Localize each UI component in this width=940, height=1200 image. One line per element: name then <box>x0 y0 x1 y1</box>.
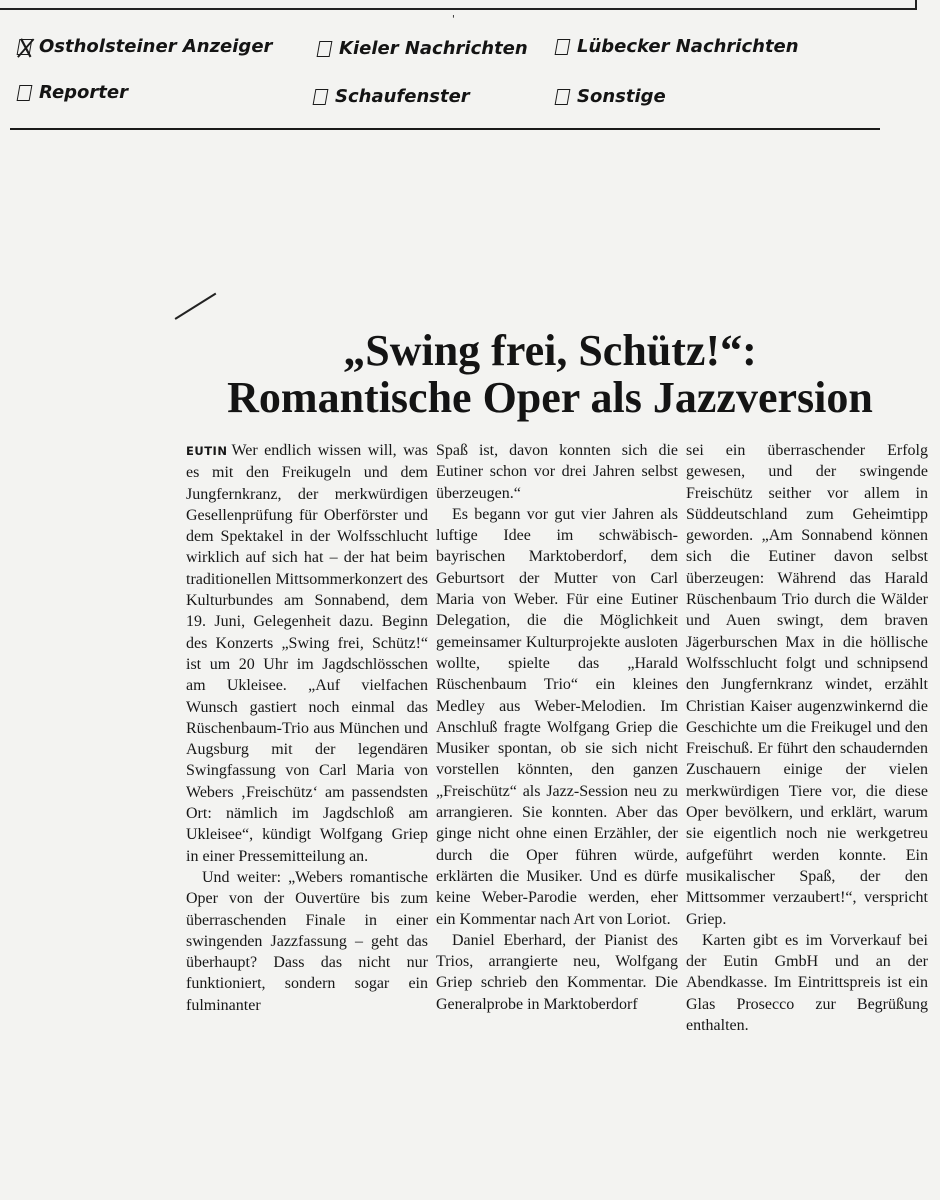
source-ostholsteiner-anzeiger[interactable] <box>18 36 272 57</box>
paragraph: Es begann vor gut vier Jahren als luftige Idee im schwäbisch-bayrischen Marktoberdorf, dem Geburtsort der Mutter von Carl Maria von Weber. Für eine Eutiner Delegation, die die Möglichkeit gemeinsamer Kulturprojekte ausloten wollte, spielte das „Harald Rüschenbaum Trio“ ein kleines Medley aus Weber-Melodien. Im Anschluß fragte Wolfgang Griep die Musiker spontan, ob sie sich nicht vorstellen könnten, den ganzen „Freischütz“ als Jazz-Session neu zu arrangieren. Sie konnten. Aber das ginge nicht ohne einen Erzähler, der durch die Oper führen würde, erklärten die Musiker. Und es dürfe keine Weber-Parodie werden, eher ein Kommentar nach Art von Loriot. <box>436 505 678 928</box>
empty-box-icon[interactable] <box>17 85 33 101</box>
source-label: Schaufenster <box>335 86 470 107</box>
source-schaufenster[interactable] <box>314 86 470 107</box>
paragraph <box>186 440 428 867</box>
paragraph: Und weiter: „Webers romantische Oper von der Ouvertüre bis zum überraschenden Finale in einer swingenden Jazzfassung – geht das überhaupt? Dass das nicht nur funktioniert, sondern sogar ein fulminanter <box>186 868 428 1014</box>
pen-mark <box>175 293 217 320</box>
source-luebecker-nachrichten[interactable] <box>556 36 799 57</box>
source-reporter[interactable] <box>18 82 128 103</box>
headline-line-2: Romantische Oper als Jazzversion <box>227 373 873 422</box>
paragraph: Daniel Eberhard, der Pianist des Trios, arrangierte neu, Wolfgang Griep schrieb den Kommentar. Die Generalprobe in Marktoberdorf <box>436 931 678 1013</box>
empty-box-icon[interactable] <box>555 39 571 55</box>
source-label: Sonstige <box>577 86 666 107</box>
paragraph: Spaß ist, davon konnten sich die Eutiner schon vor drei Jahren selbst überzeugen.“ <box>436 442 678 502</box>
paragraph: Karten gibt es im Vorverkauf bei der Eutin GmbH und an der Abendkasse. Im Eintrittspreis ist ein Glas Prosecco zur Begrüßung enthalten. <box>686 931 928 1035</box>
source-label: Reporter <box>39 82 128 103</box>
source-label: Kieler Nachrichten <box>339 38 528 59</box>
top-frame-rule <box>0 0 917 10</box>
source-label: Ostholsteiner Anzeiger <box>39 36 273 57</box>
source-label: Lübecker Nachrichten <box>577 36 799 57</box>
empty-box-icon[interactable] <box>313 89 329 105</box>
dateline: EUTIN <box>186 444 228 458</box>
scan-mark: ' <box>452 14 455 25</box>
empty-box-icon[interactable] <box>317 41 333 57</box>
headline-line-1: „Swing frei, Schütz!“: <box>343 326 757 375</box>
paragraph-text: Wer endlich wissen will, was es mit den Freikugeln und dem Jungfernkranz, der merkwürdigen Gesellenprüfung für Oberförster und dem Spektakel in der Wolfsschlucht wirklich auf sich hat – der hat beim traditionellen Mittsommerkonzert des Kulturbundes am Sonnabend, dem 19. Juni, Gelegenheit dazu. Beginn des Konzerts „Swing frei, Schütz!“ ist um 20 Uhr im Jagdschlösschen am Ukleisee. „Auf vielfachen Wunsch gastiert noch einmal das Rüschenbaum-Trio aus München und Augsburg mit der legendären Swingfassung von Carl Maria von Webers ‚Freischütz‘ am passendsten Ort: nämlich im Jagdschloß am Ukleisee“, kündigt Wolfgang Griep in einer Pressemitteilung an. <box>186 442 428 865</box>
article-column-1 <box>186 440 428 1016</box>
checked-box-icon[interactable] <box>17 39 33 55</box>
paragraph: sei ein überraschender Erfolg gewesen, und der swingende Freischütz seither vor allem in Süddeutschland zum Geheimtipp geworden. „Am Sonnabend können sich die Eutiner davon selbst überzeugen: Während das Harald Rüschenbaum Trio durch die Wälder und Auen swingt, dem braven Jägerburschen Max in die höllische Wolfsschlucht folgt und schnipsend den Jungfernkranz windet, erzählt Christian Kaiser augenzwinkernd die Geschichte um die Freikugel und den Freischuß. Er führt den schaudernden Zuschauern einige der vielen merkwürdigen Tiere vor, die diese Oper bevölkern, und erklärt, warum sie eigentlich noch nie werkgetreu aufgeführt werden konnte. Ein musikalischer Spaß, der den Mittsommer verzaubert!“, verspricht Griep. <box>686 442 928 928</box>
article-column-3 <box>686 440 928 1036</box>
source-kieler-nachrichten[interactable] <box>318 38 528 59</box>
article-column-2 <box>436 440 678 1015</box>
source-sonstige[interactable] <box>556 86 666 107</box>
empty-box-icon[interactable] <box>555 89 571 105</box>
header-divider <box>10 128 880 130</box>
